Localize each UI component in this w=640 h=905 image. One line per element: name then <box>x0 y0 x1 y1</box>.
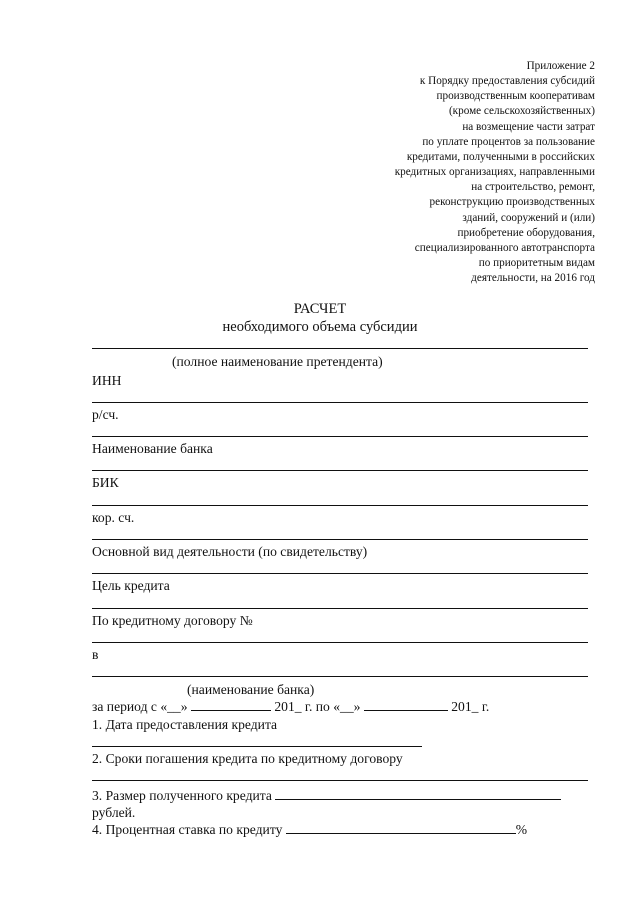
period-start-blank[interactable] <box>191 699 271 711</box>
period-suffix: 201_ г. <box>451 699 490 714</box>
inn-label: ИНН <box>92 373 122 388</box>
bank-name-caption: (наименование банка) <box>187 682 315 697</box>
appendix-line: по уплате процентов за пользование <box>422 135 595 148</box>
document-title: РАСЧЕТ <box>293 301 347 317</box>
appendix-line: специализированного автотранспорта <box>414 241 595 254</box>
item-3-row <box>92 788 561 804</box>
appendix-line: (кроме сельскохозяйственных) <box>448 105 595 118</box>
credit-agreement-label: По кредитному договору № <box>92 613 253 628</box>
period-middle: 201_ г. по «__» <box>274 699 361 714</box>
period-end-blank[interactable] <box>364 699 448 711</box>
item-2-line[interactable] <box>92 780 588 781</box>
item-4-row <box>92 822 527 838</box>
bik-label: БИК <box>92 475 119 490</box>
appendix-line: производственным кооперативам <box>436 90 595 103</box>
item-1-line[interactable] <box>92 746 422 747</box>
bank-name-label: Наименование банка <box>92 441 213 456</box>
in-bank-label: в <box>92 647 99 662</box>
item-4-label: 4. Процентная ставка по кредиту <box>92 822 283 837</box>
account-label: р/сч. <box>92 407 119 422</box>
period-prefix: за период с «__» <box>92 699 188 714</box>
item-1-label: 1. Дата предоставления кредита <box>92 717 278 732</box>
item-4-blank[interactable] <box>286 822 516 834</box>
item-3-label: 3. Размер полученного кредита <box>92 788 272 803</box>
item-3-unit: рублей. <box>92 805 136 820</box>
appendix-line: Приложение 2 <box>526 60 595 72</box>
bik-line[interactable] <box>92 505 588 506</box>
applicant-name-caption: (полное наименование претендента) <box>172 354 383 369</box>
appendix-line: на возмещение части затрат <box>462 120 595 133</box>
appendix-line: кредитами, полученными в российских <box>406 150 595 163</box>
item-3-blank[interactable] <box>275 788 561 800</box>
bank-name-line[interactable] <box>92 470 588 471</box>
inn-line[interactable] <box>92 402 588 403</box>
appendix-line: зданий, сооружений и (или) <box>462 211 595 224</box>
appendix-line: по приоритетным видам <box>478 257 595 270</box>
item-2-label: 2. Сроки погашения кредита по кредитному договору <box>92 751 403 766</box>
in-bank-line[interactable] <box>92 676 588 677</box>
appendix-line: на строительство, ремонт, <box>471 181 595 194</box>
period-row <box>92 699 489 715</box>
corr-account-line[interactable] <box>92 539 588 540</box>
appendix-header <box>265 59 595 286</box>
applicant-name-line[interactable] <box>92 348 588 349</box>
appendix-line: кредитных организациях, направленными <box>394 166 595 179</box>
appendix-line: приобретение оборудования, <box>457 226 595 239</box>
document-subtitle: необходимого объема субсидии <box>222 319 418 335</box>
percent-sign: % <box>515 822 528 837</box>
main-activity-line[interactable] <box>92 573 588 574</box>
credit-purpose-label: Цель кредита <box>92 578 170 593</box>
appendix-line: реконструкцию производственных <box>429 196 595 209</box>
main-activity-label: Основной вид деятельности (по свидетельству) <box>92 544 368 559</box>
appendix-line: к Порядку предоставления субсидий <box>419 75 595 88</box>
credit-purpose-line[interactable] <box>92 608 588 609</box>
account-line[interactable] <box>92 436 588 437</box>
appendix-line: деятельности, на 2016 год <box>471 272 595 285</box>
corr-account-label: кор. сч. <box>92 510 135 525</box>
credit-agreement-line[interactable] <box>92 642 588 643</box>
